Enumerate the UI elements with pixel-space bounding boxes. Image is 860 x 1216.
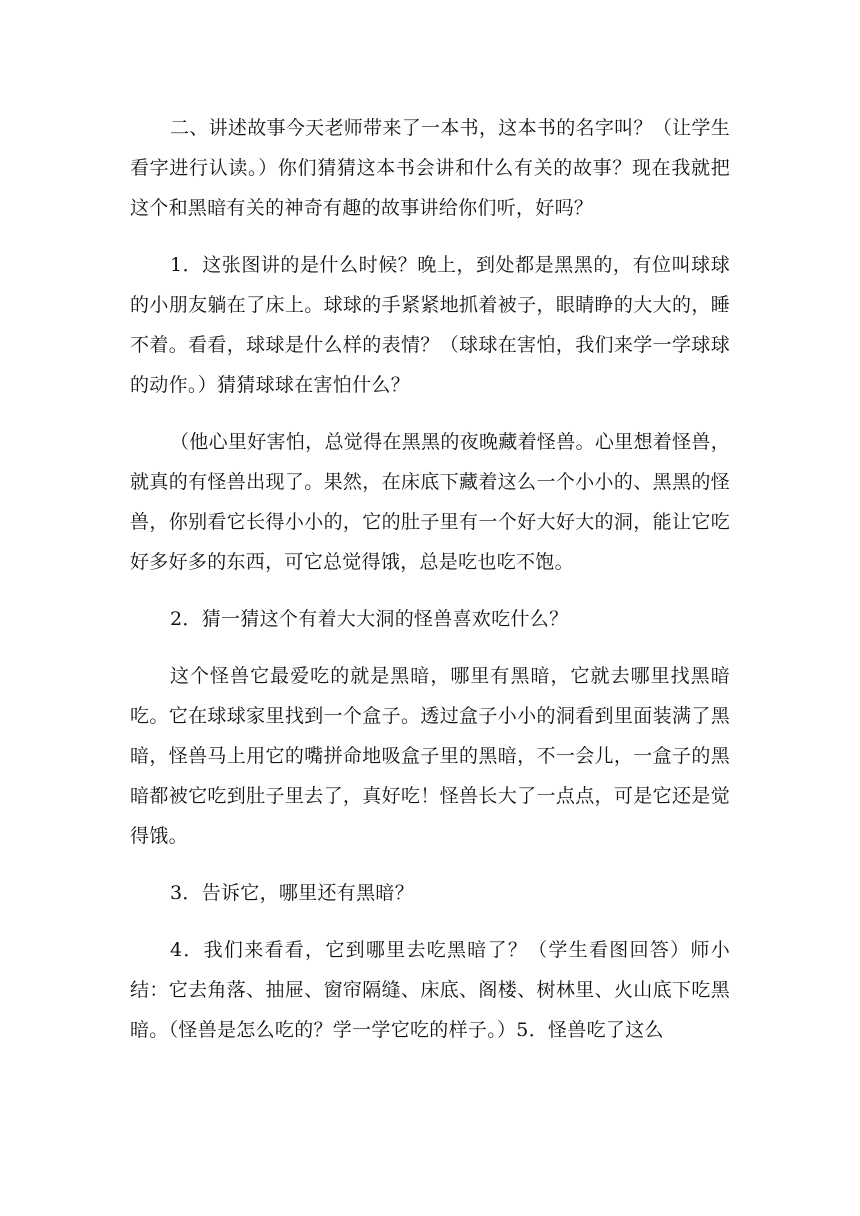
paragraph-question-4: 4．我们来看看，它到哪里去吃黑暗了？（学生看图回答）师小结：它去角落、抽屉、窗帘隔缝、床底、阁楼、树林里、火山底下吃黑暗。（怪兽是怎么吃的？学一学它吃的样子。）5．怪兽吃了这么 — [130, 939, 730, 1041]
paragraph-question-2: 2．猜一猜这个有着大大洞的怪兽喜欢吃什么？ — [170, 608, 569, 630]
document-page — [130, 108, 730, 1050]
paragraph-intro: 二、讲述故事今天老师带来了一本书，这本书的名字叫？（让学生看字进行认读。）你们猜猜这本书会讲和什么有关的故事？现在我就把这个和黑暗有关的神奇有趣的故事讲给你们听，好吗？ — [130, 117, 730, 219]
paragraph-monster-eats-dark: 这个怪兽它最爱吃的就是黑暗，哪里有黑暗，它就去哪里找黑暗吃。它在球球家里找到一个盒子。透过盒子小小的洞看到里面装满了黑暗，怪兽马上用它的嘴拼命地吸盒子里的黑暗，不一会儿，一盒子的黑暗都被它吃到肚子里去了，真好吃！怪兽长大了一点点，可是它还是觉得饿。 — [130, 665, 730, 847]
paragraph-question-1: 1．这张图讲的是什么时候？晚上，到处都是黑黑的，有位叫球球的小朋友躺在了床上。球球的手紧紧地抓着被子，眼睛睁的大大的，睡不着。看看，球球是什么样的表情？（球球在害怕，我们来学一学球球的动作。）猜猜球球在害怕什么？ — [130, 254, 730, 396]
paragraph-monster-hidden: （他心里好害怕，总觉得在黑黑的夜晚藏着怪兽。心里想着怪兽，就真的有怪兽出现了。果然，在床底下藏着这么一个小小的、黑黑的怪兽，你别看它长得小小的，它的肚子里有一个好大好大的洞，能让它吃好多好多的东西，可它总觉得饿，总是吃也吃不饱。 — [130, 431, 730, 573]
paragraph-question-3: 3．告诉它，哪里还有黑暗？ — [170, 882, 414, 904]
